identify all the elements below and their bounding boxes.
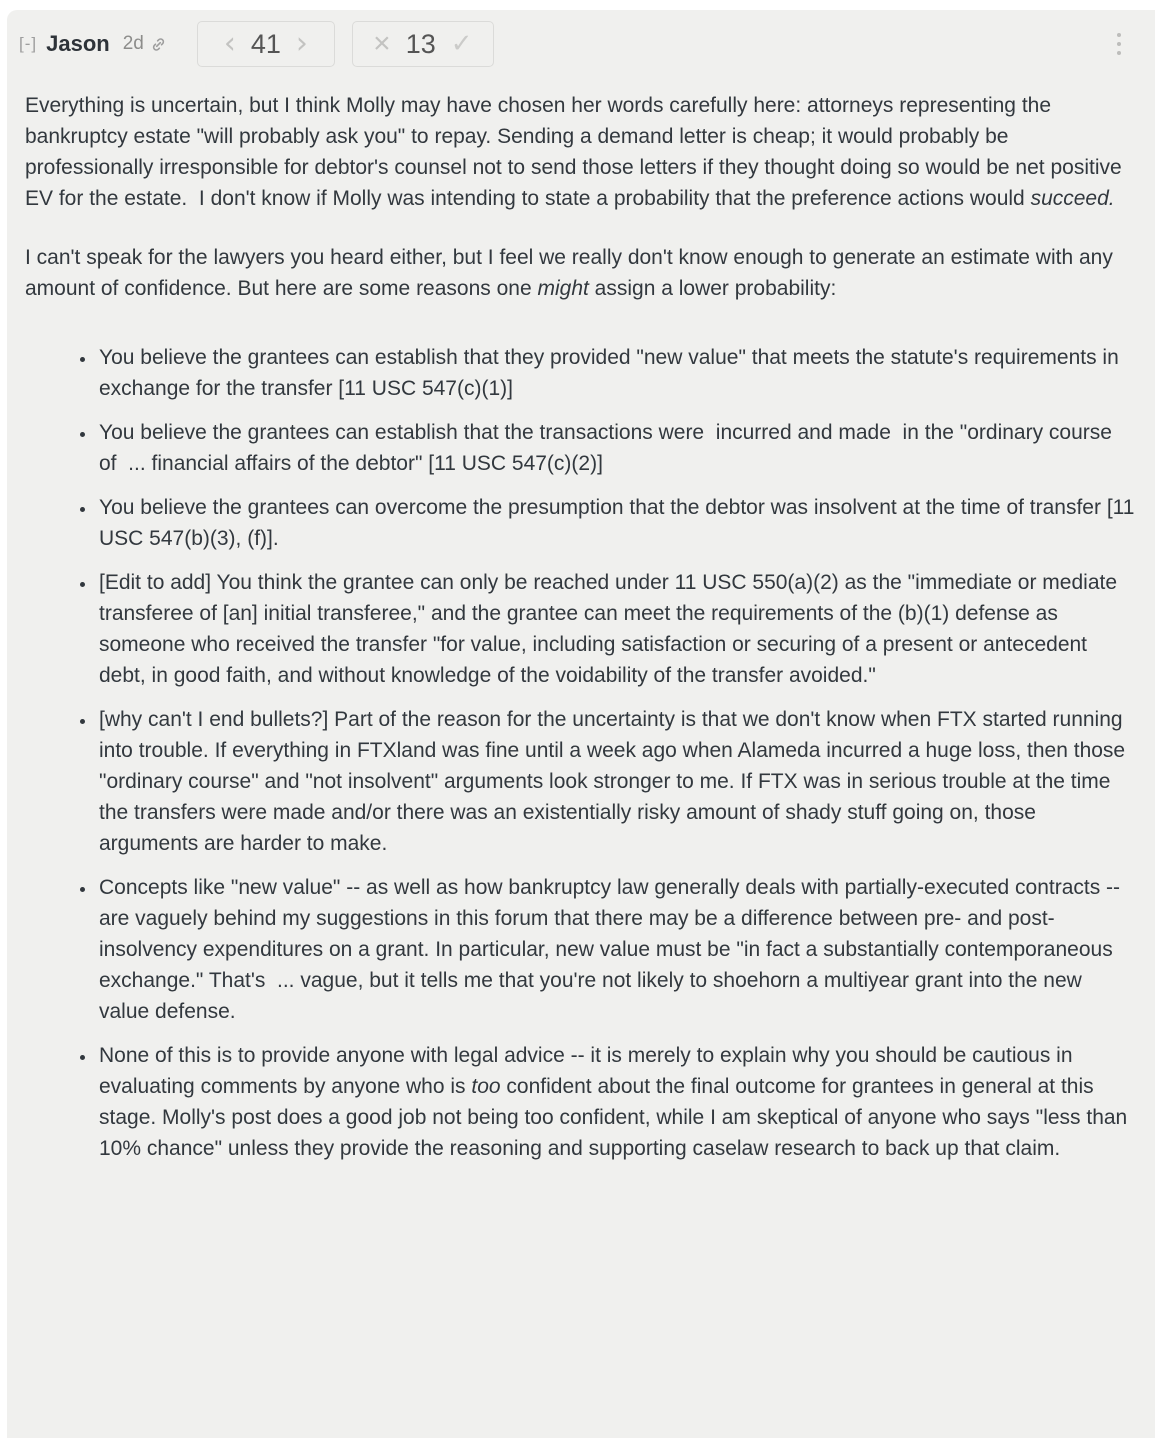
list-item: • [why can't I end bullets?] Part of the reason for the uncertainty is that we don't know when FTX started running into trouble. If everything in FTXland was fine until a week ago when Alameda incurred a huge loss, then those "ordinary course" and "not insolvent" arguments look stronger to me. If FTX was in serious trouble at the time the transfers were made and/or there was an existentially risky amount of shady stuff going on, those arguments are harder to make.	[97, 704, 1135, 859]
list-item: • Concepts like "new value" -- as well as how bankruptcy law generally deals with partially-executed contracts -- are vaguely behind my suggestions in this forum that there may be a difference between pre- and post-insolvency expenditures on a grant. In particular, new value must be "in fact a substantially contemporaneous exchange." That's ... vague, but it tells me that you're not likely to shoehorn a multiyear grant into the new value defense.	[97, 872, 1135, 1027]
list-item: • You believe the grantees can establish that they provided "new value" that meets the statute's requirements in exchange for the transfer [11 USC 547(c)(1)]	[97, 342, 1135, 404]
username-link[interactable]: Jason	[46, 31, 110, 56]
paragraph: Everything is uncertain, but I think Molly may have chosen her words carefully here: attorneys representing the bankruptcy estate "will probably ask you" to repay. Sending a demand letter is cheap; it would probably be professionally irresponsible for debtor's counsel not to send those letters if they thought doing so would be net positive EV for the estate. I don't know if Molly was intending to state a probability that the preference actions would succeed.	[25, 94, 1128, 210]
comment-body	[19, 90, 1141, 1164]
list-item: • You believe the grantees can establish that the transactions were incurred and made in the "ordinary course of ... financial affairs of the debtor" [11 USC 547(c)(2)]	[97, 417, 1135, 479]
comment-age-link[interactable]: 2d	[122, 33, 144, 54]
karma-score: 41	[250, 28, 281, 59]
agreement-widget	[352, 21, 494, 67]
agreement-score: 13	[405, 28, 436, 59]
karma-upvote-icon[interactable]: ›	[295, 26, 308, 61]
list-item: • You believe the grantees can overcome the presumption that the debtor was insolvent at the time of transfer [11 USC 547(b)(3), (f)].	[97, 492, 1135, 554]
bullet-list	[19, 342, 1141, 1164]
permalink-icon[interactable]	[150, 36, 167, 53]
agreement-downvote-icon[interactable]: ×	[373, 27, 391, 60]
comment-header	[19, 20, 1135, 68]
karma-downvote-icon[interactable]: ‹	[223, 26, 236, 61]
agreement-upvote-icon[interactable]: ✓	[450, 29, 473, 59]
list-item: • [Edit to add] You think the grantee can only be reached under 11 USC 550(a)(2) as the "immediate or mediate transferee of [an] initial transferee," and the grantee can meet the requirements of the (b)(1) defense as someone who received the transfer "for value, including satisfaction or securing of a present or antecedent debt, in good faith, and without knowledge of the voidability of the transfer avoided."	[97, 567, 1135, 691]
list-item: • None of this is to provide anyone with legal advice -- it is merely to explain why you should be cautious in evaluating comments by anyone who is too confident about the final outcome for grantees in general at this stage. Molly's post does a good job not being too confident, while I am skeptical of anyone who says "less than 10% chance" unless they provide the reasoning and supporting caselaw research to back up that claim.	[97, 1040, 1135, 1164]
karma-widget	[197, 21, 335, 67]
paragraph: I can't speak for the lawyers you heard either, but I feel we really don't know enough to generate an estimate with any amount of confidence. But here are some reasons one might assign a lower probability:	[25, 246, 1119, 300]
comment-card	[7, 10, 1155, 1438]
kebab-menu-icon[interactable]	[1111, 27, 1127, 61]
collapse-toggle[interactable]: [-]	[19, 34, 38, 53]
